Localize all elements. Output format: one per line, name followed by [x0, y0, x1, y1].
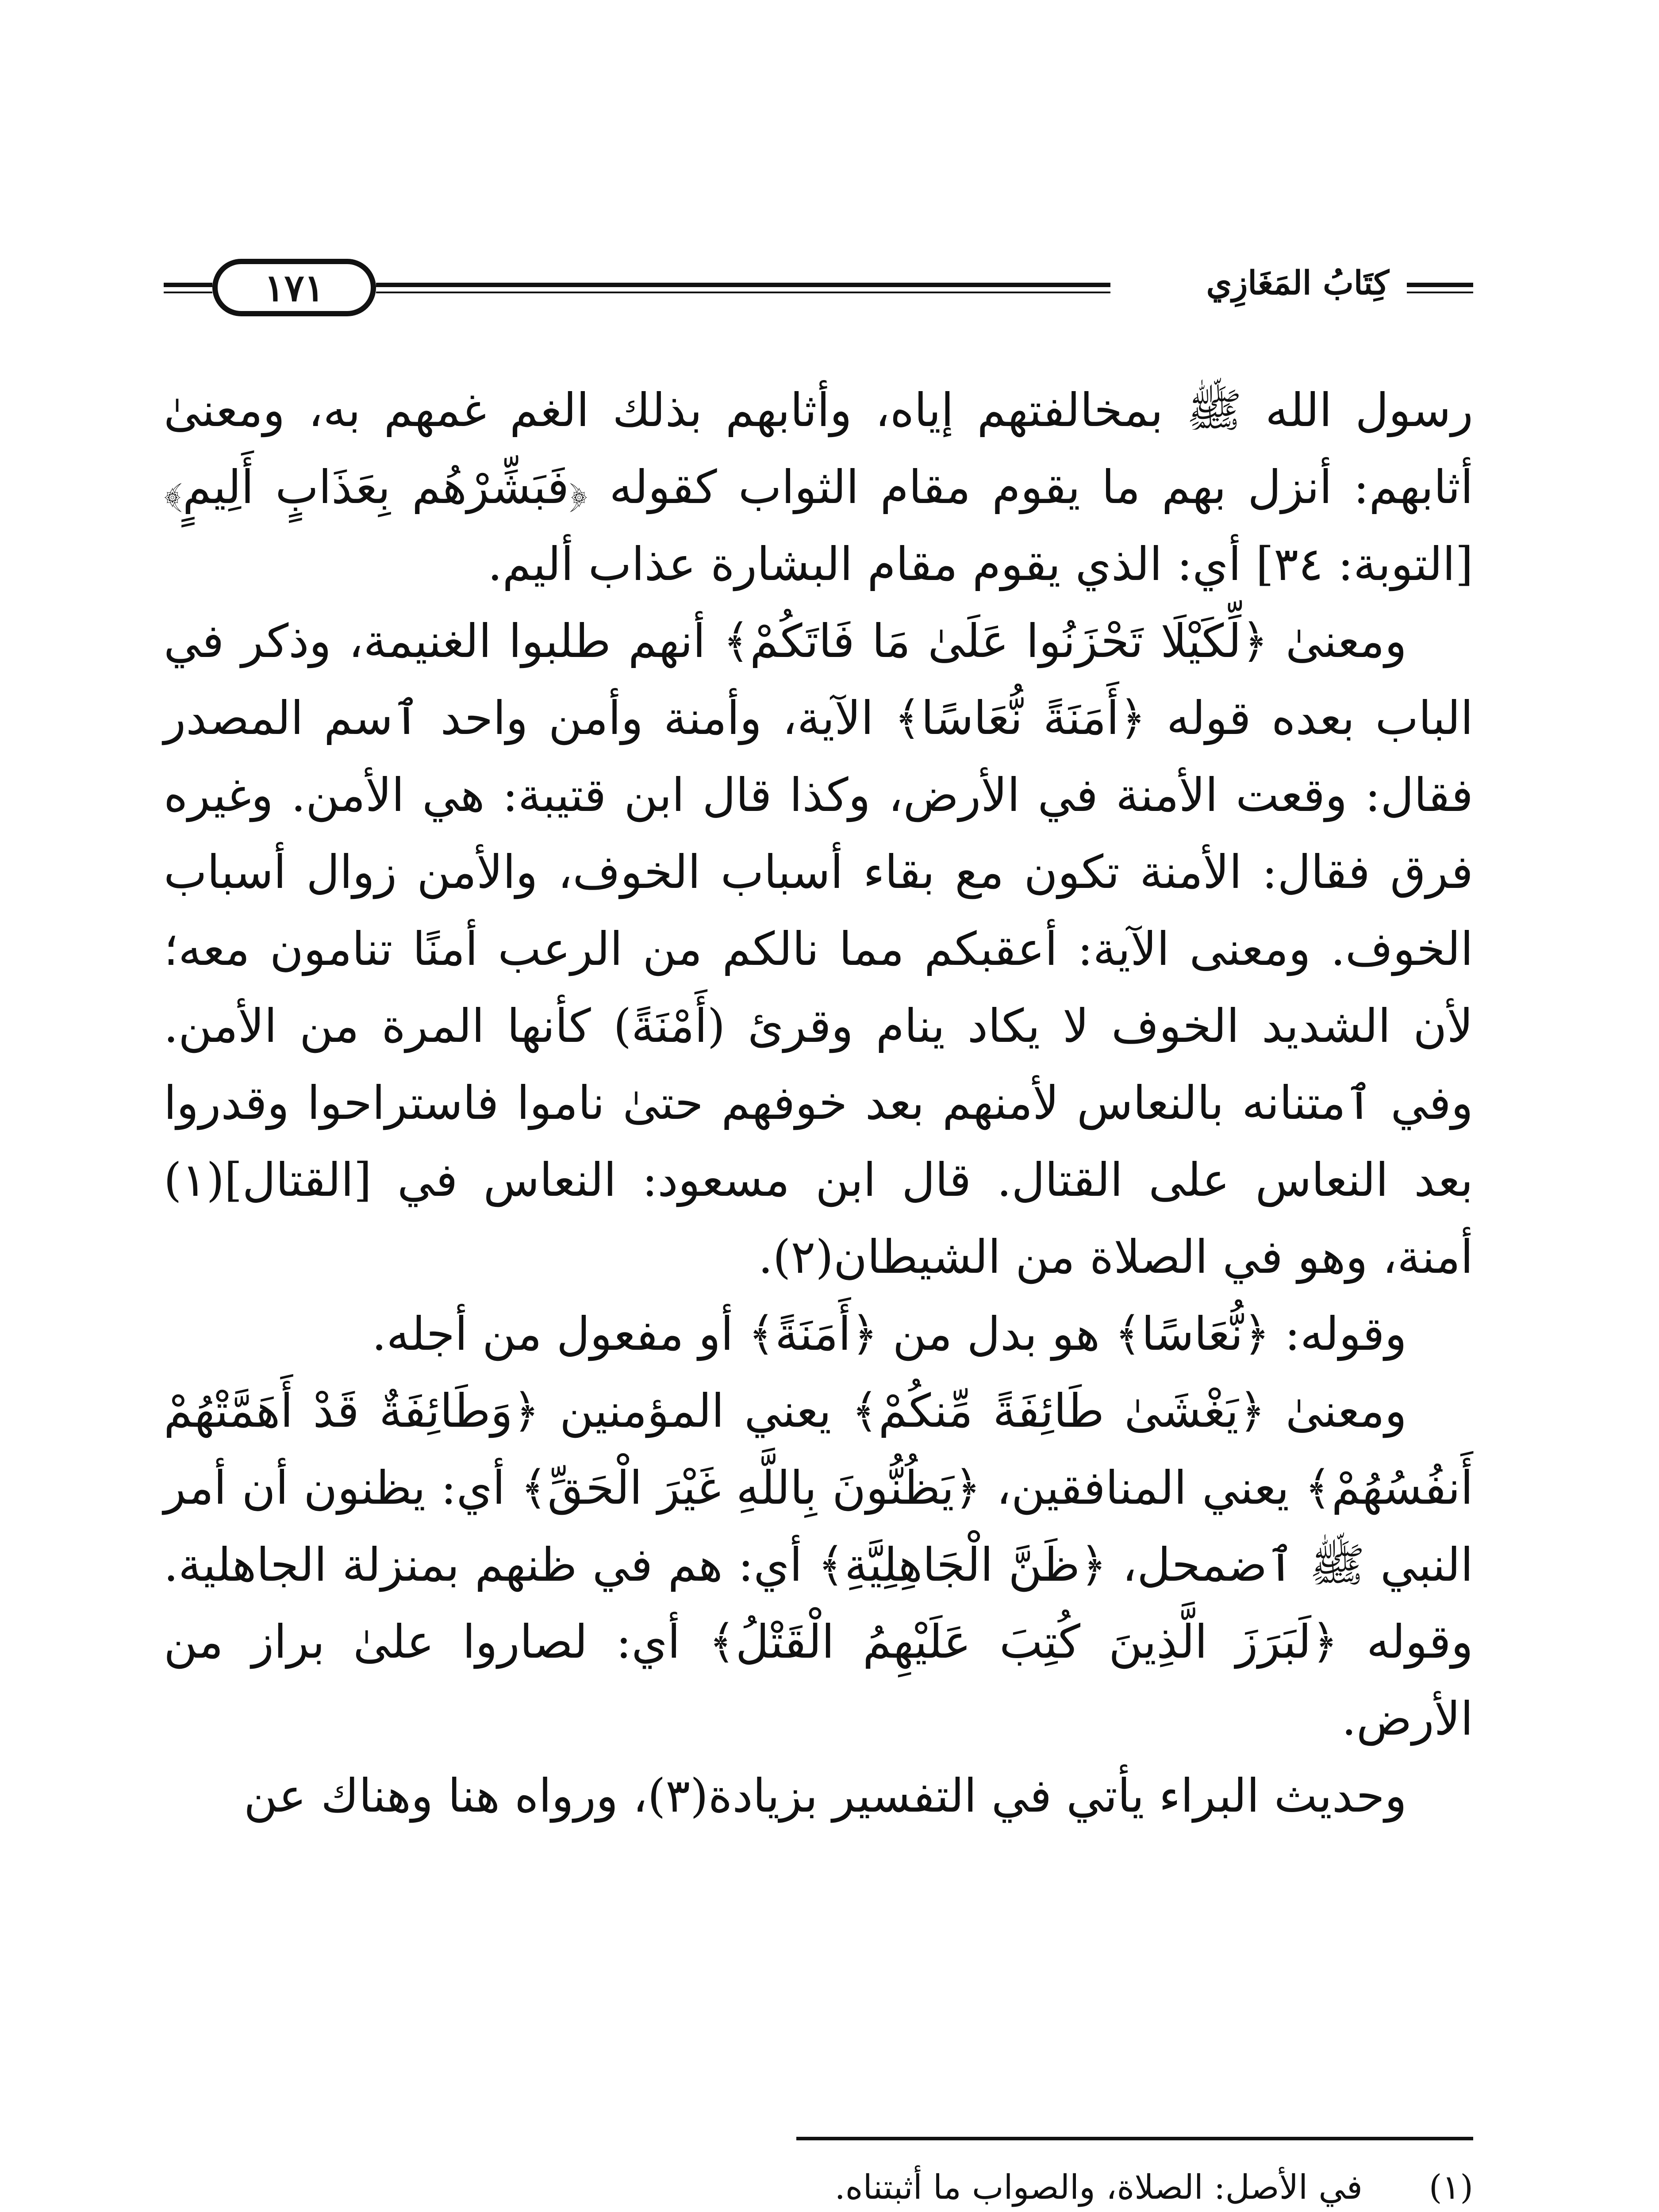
paragraph: رسول الله ﷺ بمخالفتهم إياه، وأثابهم بذلك الغم غمهم به، ومعنىٰ أثابهم: أنزل بهم ما يقوم مقام الثواب كقوله ﴿فَبَشِّرْهُم بِعَذَابٍ أَلِيمٍ﴾ [التوبة: ٣٤] أي: الذي يقوم مقام البشارة عذاب أليم.	[164, 383, 1474, 591]
page-number: ١٧١	[212, 259, 376, 316]
paragraph: وحديث البراء يأتي في التفسير بزيادة(٣)، ورواه هنا وهناك عن	[244, 1769, 1407, 1823]
footnote-text: في الأصل: الصلاة، والصواب ما أثبتناه.	[834, 2167, 1363, 2207]
header-rule-middle	[376, 283, 1110, 293]
footnote-number: (١)	[1429, 2167, 1473, 2207]
book-title: كِتَابُ المَغَازِي	[1206, 264, 1389, 302]
running-header	[164, 259, 1473, 321]
paragraph: وقوله: ﴿نُّعَاسًا﴾ هو بدل من ﴿أَمَنَةً﴾ أو مفعول من أجله.	[372, 1307, 1407, 1361]
header-rule-right	[1407, 283, 1473, 293]
footnote-separator	[796, 2137, 1473, 2140]
header-rule-left	[164, 283, 212, 293]
paragraph: ومعنىٰ ﴿يَغْشَىٰ طَائِفَةً مِّنكُمْ﴾ يعني المؤمنين ﴿وَطَائِفَةٌ قَدْ أَهَمَّتْهُمْ أَنفُسُهُمْ﴾ يعني المنافقين، ﴿يَظُنُّونَ بِاللَّهِ غَيْرَ الْحَقِّ﴾ أي: يظنون أن أمر النبي ﷺ ٱضمحل، ﴿ظَنَّ الْجَاهِلِيَّةِ﴾ أي: هم في ظنهم بمنزلة الجاهلية. وقوله ﴿لَبَرَزَ الَّذِينَ كُتِبَ عَلَيْهِمُ الْقَتْلُ﴾ أي: لصاروا علىٰ براز من الأرض.	[164, 1384, 1473, 1746]
main-text	[164, 372, 1473, 1834]
footnotes	[164, 2159, 1473, 2212]
footnote	[164, 2159, 1473, 2212]
paragraph: ومعنىٰ ﴿لِّكَيْلَا تَحْزَنُوا عَلَىٰ مَا فَاتَكُمْ﴾ أنهم طلبوا الغنيمة، وذكر في الباب بعده قوله ﴿أَمَنَةً نُّعَاسًا﴾ الآية، وأمنة وأمن واحد ٱسم المصدر فقال: وقعت الأمنة في الأرض، وكذا قال ابن قتيبة: هي الأمن. وغيره فرق فقال: الأمنة تكون مع بقاء أسباب الخوف، والأمن زوال أسباب الخوف. ومعنى الآية: أعقبكم مما نالكم من الرعب أمنًا تنامون معه؛ لأن الشديد الخوف لا يكاد ينام وقرئ (أَمْنَةً) كأنها المرة من الأمن. وفي ٱمتنانه بالنعاس لأمنهم بعد خوفهم حتىٰ ناموا فاستراحوا وقدروا بعد النعاس على القتال. قال ابن مسعود: النعاس في [القتال](١) أمنة، وهو في الصلاة من الشيطان(٢).	[164, 614, 1474, 1284]
